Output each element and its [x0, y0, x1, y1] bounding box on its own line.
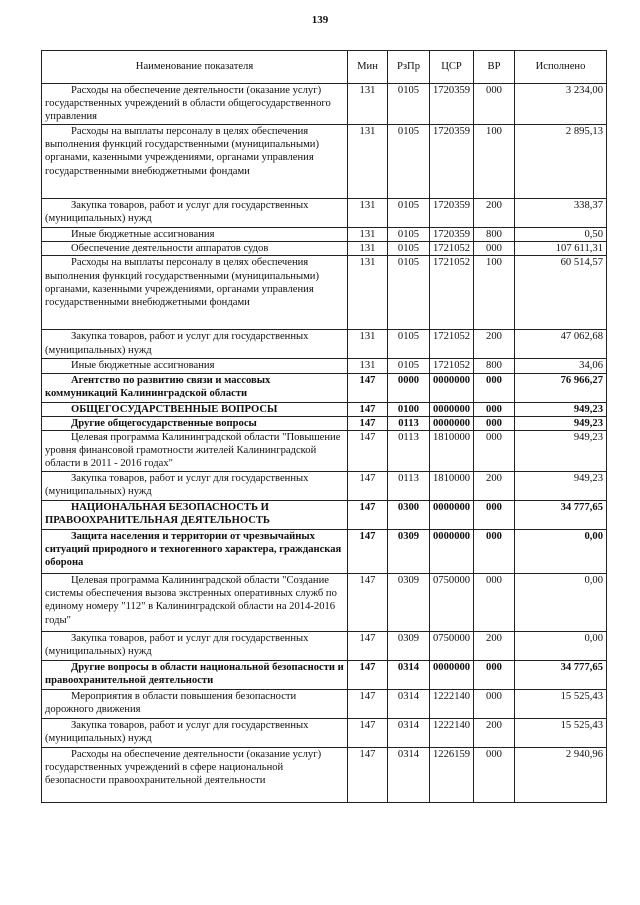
cell-min: 147: [348, 690, 388, 719]
cell-rzpr: 0100: [388, 402, 430, 416]
table-row: [42, 199, 607, 228]
cell-amount: 2 895,13: [515, 125, 607, 199]
cell-amount: 76 966,27: [515, 373, 607, 402]
row-label: Иные бюджетные ассигнования: [71, 229, 215, 240]
cell-vr: 000: [474, 373, 515, 402]
cell-min: 131: [348, 199, 388, 228]
row-label: Другие общегосударственные вопросы: [71, 417, 257, 429]
cell-rzpr: 0105: [388, 228, 430, 242]
cell-name: [42, 242, 348, 256]
cell-csr: 1721052: [430, 359, 474, 373]
budget-table: [41, 50, 607, 803]
cell-csr: 0000000: [430, 501, 474, 530]
cell-min: 147: [348, 719, 388, 748]
cell-min: 147: [348, 431, 388, 472]
cell-vr: 000: [474, 748, 515, 803]
table-row: [42, 574, 607, 632]
cell-amount: 34 777,65: [515, 661, 607, 690]
cell-name: [42, 199, 348, 228]
col-header-amount: Исполнено: [515, 51, 607, 84]
table-header-row: [42, 51, 607, 84]
cell-amount: 15 525,43: [515, 719, 607, 748]
cell-name: [42, 690, 348, 719]
cell-min: 147: [348, 661, 388, 690]
cell-name: [42, 330, 348, 359]
row-label: Иные бюджетные ассигнования: [71, 360, 215, 372]
cell-vr: 000: [474, 431, 515, 472]
cell-rzpr: 0300: [388, 501, 430, 530]
cell-rzpr: 0105: [388, 330, 430, 359]
cell-rzpr: 0105: [388, 256, 430, 330]
cell-min: 147: [348, 530, 388, 574]
cell-amount: 2 940,96: [515, 748, 607, 803]
cell-amount: 949,23: [515, 402, 607, 416]
row-label: Целевая программа Калининградской области "Повышение уровня финансовой грамотности жителей Калининградской области в 2011 - 2016 годах": [45, 432, 341, 470]
cell-name: [42, 228, 348, 242]
table-row: [42, 84, 607, 125]
cell-amount: 0,00: [515, 574, 607, 632]
table-row: [42, 530, 607, 574]
table-row: [42, 690, 607, 719]
cell-csr: 1721052: [430, 256, 474, 330]
row-label: Закупка товаров, работ и услуг для государственных (муниципальных) нужд: [45, 200, 309, 225]
cell-min: 147: [348, 416, 388, 430]
row-label: Закупка товаров, работ и услуг для государственных (муниципальных) нужд: [45, 331, 309, 356]
table-row: [42, 242, 607, 256]
row-label: Другие вопросы в области национальной безопасности и правоохранительной деятельности: [45, 662, 344, 687]
table-row: [42, 431, 607, 472]
cell-min: 147: [348, 501, 388, 530]
cell-min: 131: [348, 256, 388, 330]
cell-amount: 60 514,57: [515, 256, 607, 330]
row-label: Расходы на обеспечение деятельности (оказание услуг) государственных учреждений в сфере национальной безопасности правоохранительной деятельности: [45, 749, 322, 787]
cell-rzpr: 0105: [388, 125, 430, 199]
row-label: Закупка товаров, работ и услуг для государственных (муниципальных) нужд: [45, 720, 309, 745]
cell-name: [42, 416, 348, 430]
cell-csr: 1720359: [430, 228, 474, 242]
cell-csr: 0000000: [430, 373, 474, 402]
cell-min: 131: [348, 84, 388, 125]
cell-name: [42, 125, 348, 199]
cell-min: 131: [348, 359, 388, 373]
cell-vr: 200: [474, 719, 515, 748]
cell-vr: 100: [474, 256, 515, 330]
cell-amount: 338,37: [515, 199, 607, 228]
cell-vr: 000: [474, 402, 515, 416]
table-row: [42, 373, 607, 402]
row-label: Мероприятия в области повышения безопасности дорожного движения: [45, 691, 297, 716]
cell-rzpr: 0105: [388, 359, 430, 373]
cell-min: 147: [348, 748, 388, 803]
cell-min: 147: [348, 574, 388, 632]
cell-rzpr: 0113: [388, 472, 430, 501]
cell-vr: 200: [474, 199, 515, 228]
cell-rzpr: 0113: [388, 431, 430, 472]
cell-rzpr: 0314: [388, 690, 430, 719]
cell-vr: 800: [474, 359, 515, 373]
cell-name: [42, 84, 348, 125]
cell-name: [42, 402, 348, 416]
cell-rzpr: 0105: [388, 242, 430, 256]
cell-csr: 1721052: [430, 242, 474, 256]
col-header-csr: ЦСР: [430, 51, 474, 84]
cell-csr: 0000000: [430, 661, 474, 690]
cell-csr: 0000000: [430, 416, 474, 430]
cell-min: 131: [348, 242, 388, 256]
cell-amount: 949,23: [515, 416, 607, 430]
table-row: [42, 719, 607, 748]
cell-rzpr: 0000: [388, 373, 430, 402]
cell-vr: 000: [474, 242, 515, 256]
cell-csr: 1720359: [430, 199, 474, 228]
col-header-rzpr: РзПр: [388, 51, 430, 84]
page-number: 139: [311, 14, 329, 26]
table-row: [42, 661, 607, 690]
table-row: [42, 125, 607, 199]
cell-min: 131: [348, 330, 388, 359]
cell-name: [42, 748, 348, 803]
cell-min: 147: [348, 472, 388, 501]
cell-csr: 1222140: [430, 719, 474, 748]
cell-vr: 000: [474, 416, 515, 430]
row-label: Расходы на выплаты персоналу в целях обеспечения выполнения функций государственными (муниципальными) органами, казенными учреждениями, органами управления государственными внебюджетными фондами: [45, 126, 319, 177]
cell-amount: 34,06: [515, 359, 607, 373]
cell-csr: 0750000: [430, 632, 474, 661]
table-row: [42, 416, 607, 430]
cell-rzpr: 0309: [388, 632, 430, 661]
cell-name: [42, 431, 348, 472]
row-label: Целевая программа Калининградской области "Создание системы обеспечения вызова экстренных оперативных служб по единому номеру "112" в Калининградской области на 2014-2016 годы": [45, 575, 337, 626]
col-header-name: Наименование показателя: [42, 51, 348, 84]
cell-rzpr: 0314: [388, 661, 430, 690]
cell-vr: 000: [474, 501, 515, 530]
cell-amount: 34 777,65: [515, 501, 607, 530]
cell-rzpr: 0314: [388, 719, 430, 748]
cell-csr: 0000000: [430, 530, 474, 574]
cell-vr: 000: [474, 84, 515, 125]
table-row: [42, 632, 607, 661]
table-row: [42, 501, 607, 530]
cell-csr: 1810000: [430, 431, 474, 472]
table-row: [42, 256, 607, 330]
cell-amount: 949,23: [515, 431, 607, 472]
cell-rzpr: 0105: [388, 199, 430, 228]
cell-vr: 000: [474, 661, 515, 690]
cell-amount: 107 611,31: [515, 242, 607, 256]
cell-rzpr: 0314: [388, 748, 430, 803]
cell-min: 147: [348, 402, 388, 416]
col-header-vr: ВР: [474, 51, 515, 84]
table-body: [42, 84, 607, 803]
cell-csr: 1720359: [430, 125, 474, 199]
table-row: [42, 472, 607, 501]
cell-vr: 200: [474, 472, 515, 501]
row-label: ОБЩЕГОСУДАРСТВЕННЫЕ ВОПРОСЫ: [71, 403, 278, 415]
col-header-min: Мин: [348, 51, 388, 84]
cell-csr: 0000000: [430, 402, 474, 416]
table-row: [42, 359, 607, 373]
cell-name: [42, 574, 348, 632]
cell-vr: 000: [474, 530, 515, 574]
cell-name: [42, 472, 348, 501]
cell-csr: 1810000: [430, 472, 474, 501]
cell-rzpr: 0309: [388, 574, 430, 632]
cell-name: [42, 359, 348, 373]
cell-rzpr: 0309: [388, 530, 430, 574]
cell-amount: 3 234,00: [515, 84, 607, 125]
cell-name: [42, 256, 348, 330]
cell-amount: 0,00: [515, 530, 607, 574]
cell-vr: 000: [474, 690, 515, 719]
cell-vr: 800: [474, 228, 515, 242]
cell-amount: 0,00: [515, 632, 607, 661]
row-label: Защита населения и территории от чрезвычайных ситуаций природного и техногенного характера, гражданская оборона: [45, 531, 342, 569]
cell-name: [42, 501, 348, 530]
cell-name: [42, 719, 348, 748]
cell-csr: 1721052: [430, 330, 474, 359]
cell-amount: 0,50: [515, 228, 607, 242]
cell-name: [42, 530, 348, 574]
cell-name: [42, 373, 348, 402]
cell-csr: 1222140: [430, 690, 474, 719]
table-row: [42, 748, 607, 803]
cell-rzpr: 0105: [388, 84, 430, 125]
table-row: [42, 330, 607, 359]
cell-csr: 1720359: [430, 84, 474, 125]
cell-min: 147: [348, 632, 388, 661]
cell-vr: 000: [474, 574, 515, 632]
cell-csr: 0750000: [430, 574, 474, 632]
row-label: Расходы на выплаты персоналу в целях обеспечения выполнения функций государственными (муниципальными) органами, казенными учреждениями, органами управления государственными внебюджетными фондами: [45, 257, 319, 309]
row-label: Обеспечение деятельности аппаратов судов: [71, 243, 269, 255]
cell-vr: 200: [474, 632, 515, 661]
cell-amount: 949,23: [515, 472, 607, 501]
cell-csr: 1226159: [430, 748, 474, 803]
row-label: Расходы на обеспечение деятельности (оказание услуг) государственных учреждений в области общегосударственного управления: [45, 85, 331, 123]
row-label: НАЦИОНАЛЬНАЯ БЕЗОПАСНОСТЬ И ПРАВООХРАНИТЕЛЬНАЯ ДЕЯТЕЛЬНОСТЬ: [45, 502, 270, 527]
cell-min: 147: [348, 373, 388, 402]
row-label: Агентство по развитию связи и массовых коммуникаций Калининградской области: [45, 374, 271, 399]
row-label: Закупка товаров, работ и услуг для государственных (муниципальных) нужд: [45, 473, 309, 498]
cell-min: 131: [348, 125, 388, 199]
cell-amount: 15 525,43: [515, 690, 607, 719]
cell-vr: 200: [474, 330, 515, 359]
table-row: [42, 228, 607, 242]
row-label: Закупка товаров, работ и услуг для государственных (муниципальных) нужд: [45, 633, 309, 658]
cell-vr: 100: [474, 125, 515, 199]
table-row: [42, 402, 607, 416]
cell-name: [42, 661, 348, 690]
cell-rzpr: 0113: [388, 416, 430, 430]
cell-name: [42, 632, 348, 661]
cell-amount: 47 062,68: [515, 330, 607, 359]
cell-min: 131: [348, 228, 388, 242]
